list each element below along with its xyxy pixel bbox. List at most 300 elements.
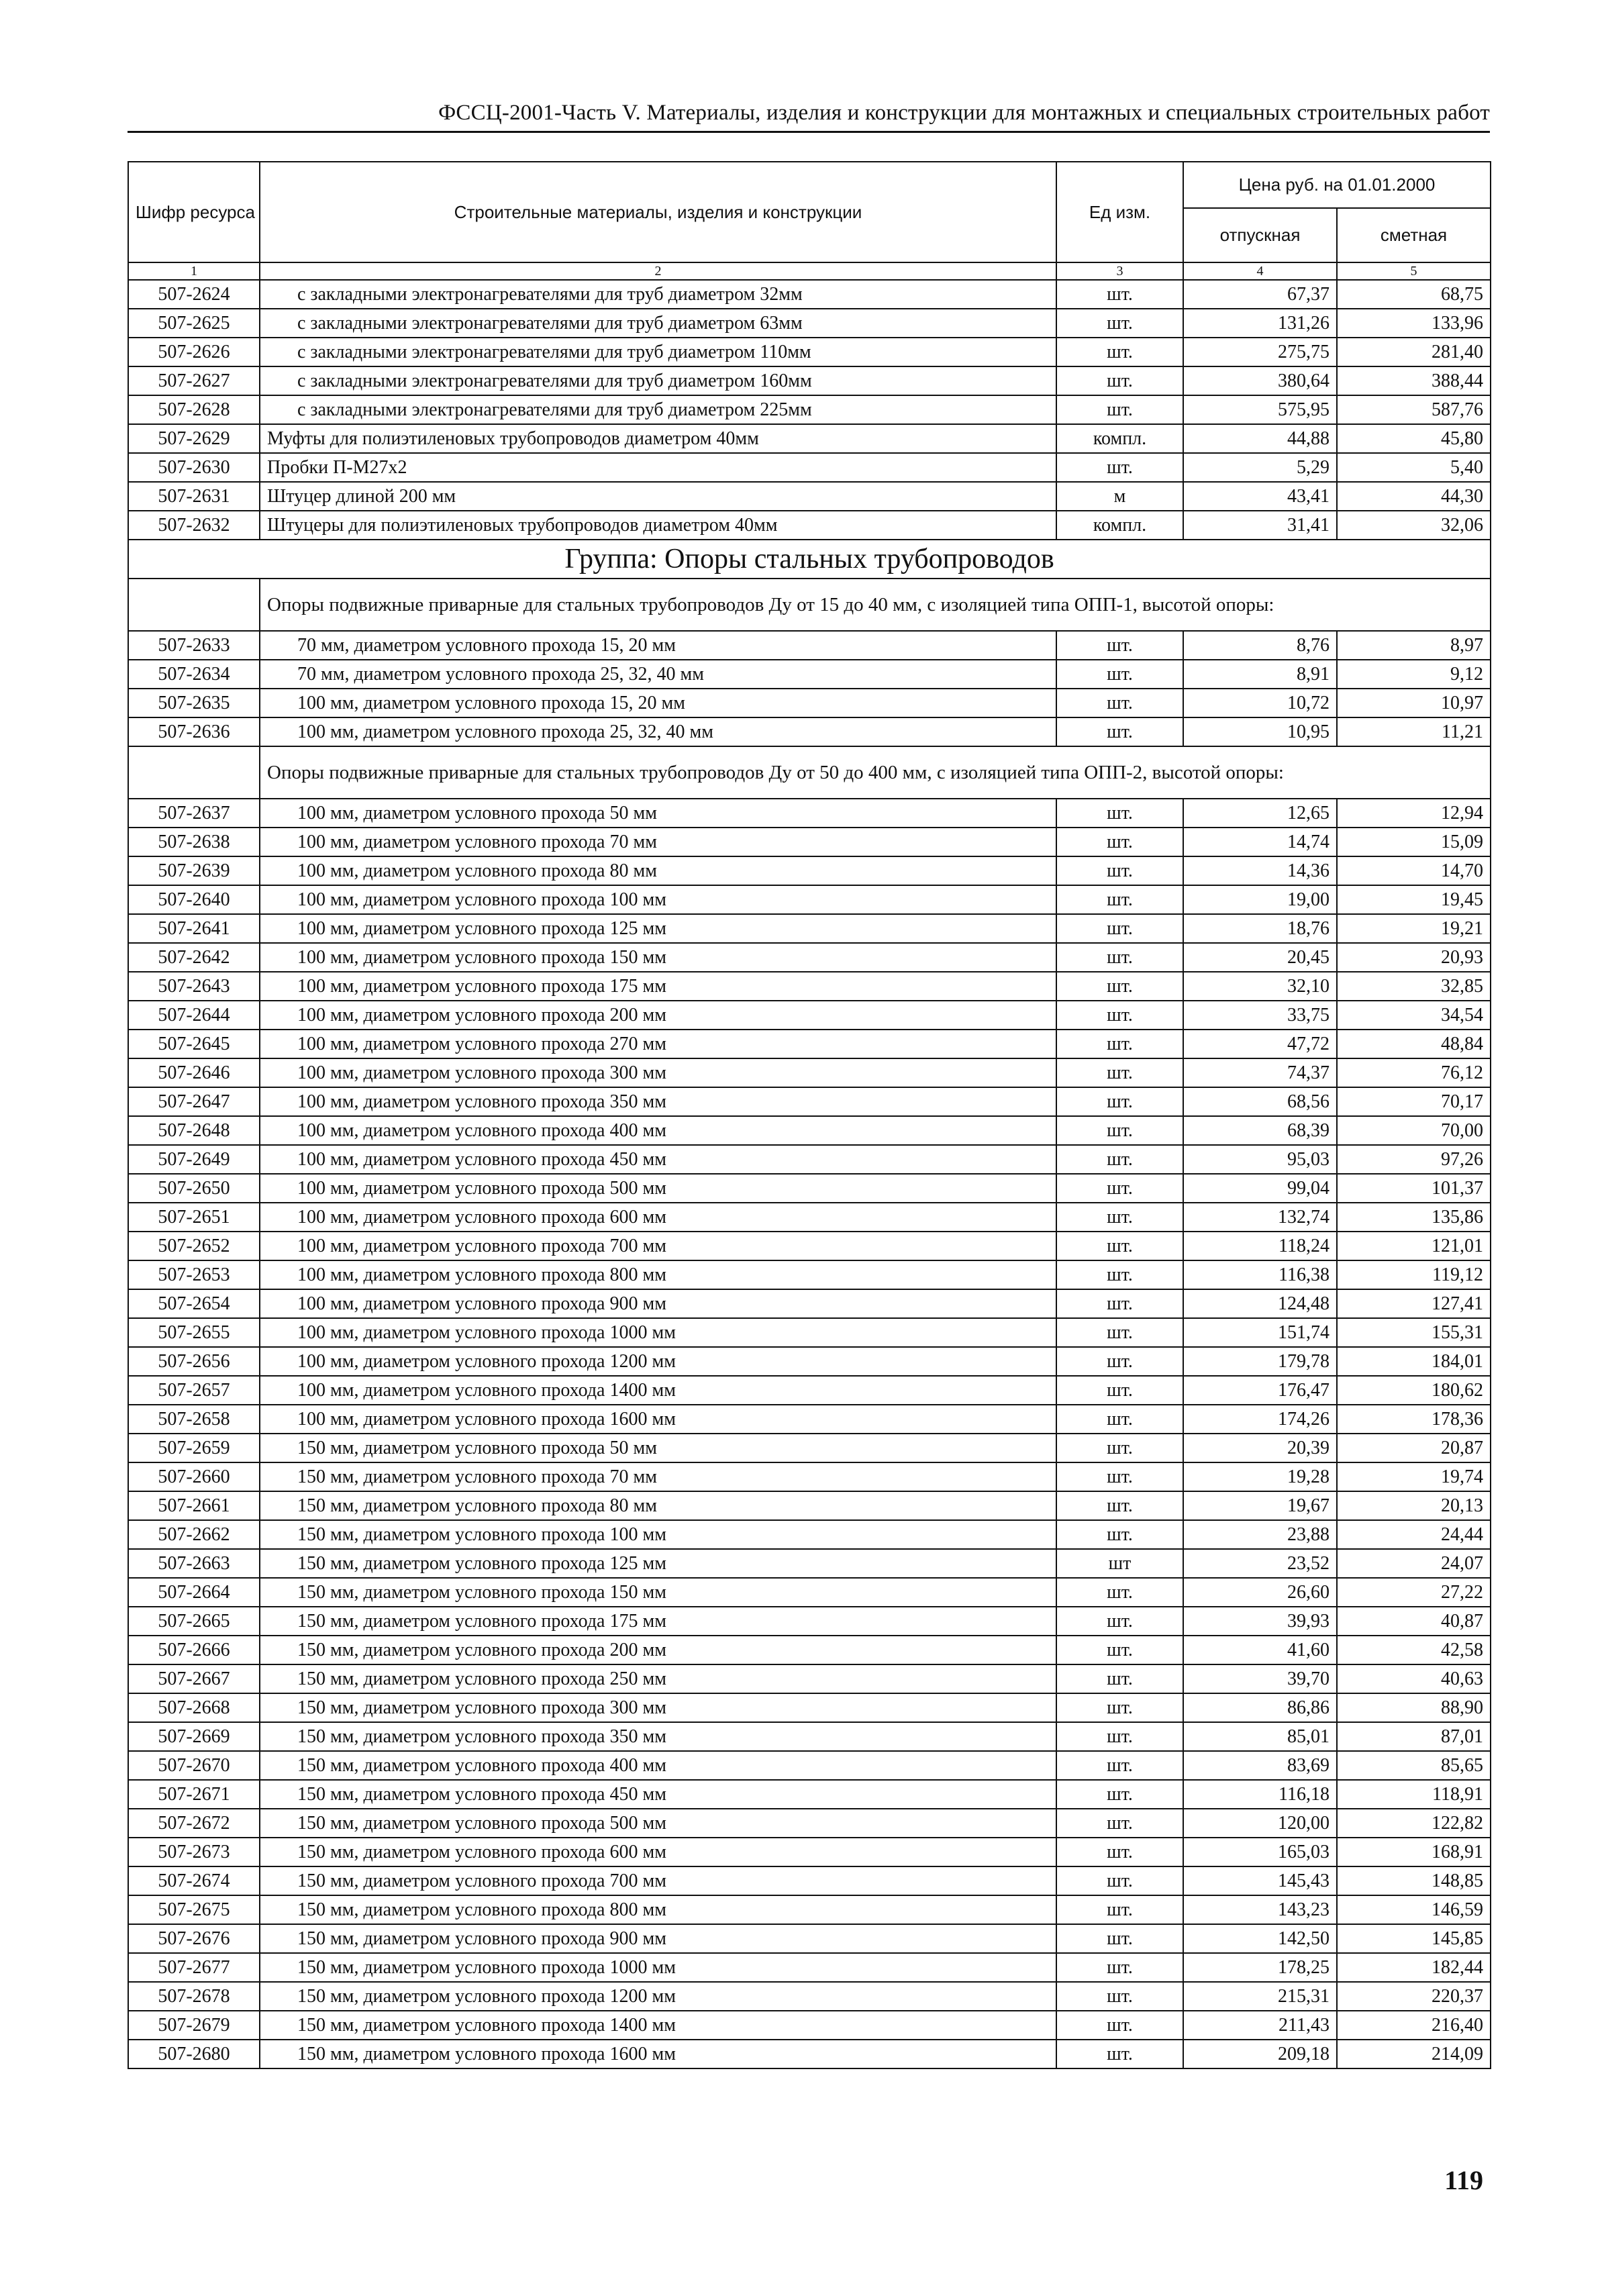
unit: шт.	[1056, 972, 1183, 1001]
release-price: 145,43	[1183, 1866, 1337, 1895]
material-name: с закладными электронагревателями для труб диаметром 63мм	[260, 309, 1056, 338]
release-price: 151,74	[1183, 1318, 1337, 1347]
table-row	[128, 1520, 1491, 1549]
material-name: 100 мм, диаметром условного прохода 150 мм	[260, 943, 1056, 972]
table-row	[128, 1780, 1491, 1809]
table-row	[128, 1809, 1491, 1838]
material-name: 150 мм, диаметром условного прохода 900 мм	[260, 1924, 1056, 1953]
resource-code: 507-2651	[128, 1203, 260, 1232]
release-price: 19,00	[1183, 885, 1337, 914]
material-name: 100 мм, диаметром условного прохода 50 мм	[260, 799, 1056, 828]
release-price: 43,41	[1183, 482, 1337, 511]
estimate-price: 20,13	[1337, 1491, 1491, 1520]
table-row	[128, 1722, 1491, 1751]
release-price: 68,39	[1183, 1116, 1337, 1145]
table-row	[128, 1751, 1491, 1780]
resource-code: 507-2669	[128, 1722, 260, 1751]
resource-code: 507-2671	[128, 1780, 260, 1809]
estimate-price: 8,97	[1337, 631, 1491, 660]
material-name: 150 мм, диаметром условного прохода 800 мм	[260, 1895, 1056, 1924]
material-name: 100 мм, диаметром условного прохода 500 мм	[260, 1174, 1056, 1203]
resource-code: 507-2630	[128, 453, 260, 482]
resource-code: 507-2636	[128, 717, 260, 746]
material-name: 100 мм, диаметром условного прохода 600 мм	[260, 1203, 1056, 1232]
resource-code: 507-2652	[128, 1232, 260, 1260]
table-row	[128, 338, 1491, 366]
estimate-price: 168,91	[1337, 1838, 1491, 1866]
unit: шт.	[1056, 1491, 1183, 1520]
estimate-price: 32,85	[1337, 972, 1491, 1001]
release-price: 178,25	[1183, 1953, 1337, 1982]
release-price: 18,76	[1183, 914, 1337, 943]
table-row	[128, 1866, 1491, 1895]
resource-code: 507-2659	[128, 1434, 260, 1462]
unit: шт.	[1056, 828, 1183, 856]
material-name: с закладными электронагревателями для труб диаметром 110мм	[260, 338, 1056, 366]
material-name: 100 мм, диаметром условного прохода 200 мм	[260, 1001, 1056, 1030]
resource-code: 507-2653	[128, 1260, 260, 1289]
unit: шт.	[1056, 309, 1183, 338]
material-name: 150 мм, диаметром условного прохода 1200 мм	[260, 1982, 1056, 2011]
unit: шт.	[1056, 1895, 1183, 1924]
estimate-price: 146,59	[1337, 1895, 1491, 1924]
estimate-price: 19,45	[1337, 885, 1491, 914]
table-row	[128, 1376, 1491, 1405]
estimate-price: 145,85	[1337, 1924, 1491, 1953]
estimate-price: 216,40	[1337, 2011, 1491, 2040]
table-row	[128, 914, 1491, 943]
subgroup-row	[128, 746, 1491, 799]
estimate-price: 182,44	[1337, 1953, 1491, 1982]
estimate-price: 12,94	[1337, 799, 1491, 828]
release-price: 19,67	[1183, 1491, 1337, 1520]
price-table	[128, 161, 1491, 2069]
unit: шт.	[1056, 1347, 1183, 1376]
subgroup-code-cell	[128, 746, 260, 799]
release-price: 116,38	[1183, 1260, 1337, 1289]
column-header-release-price: отпускная	[1183, 208, 1337, 262]
table-row	[128, 1693, 1491, 1722]
estimate-price: 281,40	[1337, 338, 1491, 366]
unit: шт.	[1056, 1982, 1183, 2011]
table-row	[128, 453, 1491, 482]
unit: шт.	[1056, 1924, 1183, 1953]
material-name: 150 мм, диаметром условного прохода 250 мм	[260, 1664, 1056, 1693]
release-price: 86,86	[1183, 1693, 1337, 1722]
release-price: 20,39	[1183, 1434, 1337, 1462]
unit: шт.	[1056, 1838, 1183, 1866]
estimate-price: 42,58	[1337, 1636, 1491, 1664]
unit: шт.	[1056, 453, 1183, 482]
release-price: 179,78	[1183, 1347, 1337, 1376]
estimate-price: 70,17	[1337, 1087, 1491, 1116]
unit: шт.	[1056, 1405, 1183, 1434]
table-row	[128, 828, 1491, 856]
estimate-price: 587,76	[1337, 395, 1491, 424]
column-header-estimate-price: сметная	[1337, 208, 1491, 262]
resource-code: 507-2629	[128, 424, 260, 453]
header-row	[128, 162, 1491, 208]
material-name: 150 мм, диаметром условного прохода 300 мм	[260, 1693, 1056, 1722]
material-name: 150 мм, диаметром условного прохода 400 мм	[260, 1751, 1056, 1780]
estimate-price: 121,01	[1337, 1232, 1491, 1260]
release-price: 575,95	[1183, 395, 1337, 424]
unit: шт.	[1056, 1866, 1183, 1895]
unit: шт.	[1056, 717, 1183, 746]
resource-code: 507-2646	[128, 1058, 260, 1087]
column-number: 1	[128, 262, 260, 280]
group-row	[128, 540, 1491, 579]
material-name: 100 мм, диаметром условного прохода 700 мм	[260, 1232, 1056, 1260]
release-price: 33,75	[1183, 1001, 1337, 1030]
resource-code: 507-2672	[128, 1809, 260, 1838]
estimate-price: 20,93	[1337, 943, 1491, 972]
column-header-price: Цена руб. на 01.01.2000	[1183, 162, 1491, 208]
unit: шт	[1056, 1549, 1183, 1578]
table-row	[128, 1924, 1491, 1953]
table-row	[128, 1116, 1491, 1145]
release-price: 31,41	[1183, 511, 1337, 540]
release-price: 26,60	[1183, 1578, 1337, 1607]
resource-code: 507-2674	[128, 1866, 260, 1895]
material-name: 150 мм, диаметром условного прохода 500 мм	[260, 1809, 1056, 1838]
material-name: 150 мм, диаметром условного прохода 450 мм	[260, 1780, 1056, 1809]
material-name: Пробки П-М27х2	[260, 453, 1056, 482]
table-row	[128, 1260, 1491, 1289]
table-row	[128, 717, 1491, 746]
resource-code: 507-2627	[128, 366, 260, 395]
resource-code: 507-2678	[128, 1982, 260, 2011]
table-row	[128, 1462, 1491, 1491]
table-row	[128, 482, 1491, 511]
resource-code: 507-2642	[128, 943, 260, 972]
table-row	[128, 1405, 1491, 1434]
material-name: 100 мм, диаметром условного прохода 15, 20 мм	[260, 689, 1056, 717]
resource-code: 507-2680	[128, 2040, 260, 2068]
material-name: 150 мм, диаметром условного прохода 350 мм	[260, 1722, 1056, 1751]
estimate-price: 40,63	[1337, 1664, 1491, 1693]
unit: компл.	[1056, 511, 1183, 540]
resource-code: 507-2631	[128, 482, 260, 511]
material-name: 150 мм, диаметром условного прохода 100 мм	[260, 1520, 1056, 1549]
material-name: 100 мм, диаметром условного прохода 400 мм	[260, 1116, 1056, 1145]
unit: шт.	[1056, 1636, 1183, 1664]
estimate-price: 97,26	[1337, 1145, 1491, 1174]
table-row	[128, 1145, 1491, 1174]
unit: шт.	[1056, 1001, 1183, 1030]
material-name: 150 мм, диаметром условного прохода 175 мм	[260, 1607, 1056, 1636]
resource-code: 507-2634	[128, 660, 260, 689]
estimate-price: 155,31	[1337, 1318, 1491, 1347]
unit: шт.	[1056, 885, 1183, 914]
unit: шт.	[1056, 1030, 1183, 1058]
release-price: 95,03	[1183, 1145, 1337, 1174]
unit: шт.	[1056, 1722, 1183, 1751]
material-name: 100 мм, диаметром условного прохода 125 мм	[260, 914, 1056, 943]
table-row	[128, 424, 1491, 453]
estimate-price: 122,82	[1337, 1809, 1491, 1838]
estimate-price: 88,90	[1337, 1693, 1491, 1722]
release-price: 39,70	[1183, 1664, 1337, 1693]
release-price: 124,48	[1183, 1289, 1337, 1318]
table-row	[128, 631, 1491, 660]
unit: шт.	[1056, 1693, 1183, 1722]
resource-code: 507-2647	[128, 1087, 260, 1116]
resource-code: 507-2635	[128, 689, 260, 717]
unit: шт.	[1056, 689, 1183, 717]
resource-code: 507-2655	[128, 1318, 260, 1347]
material-name: 100 мм, диаметром условного прохода 1000 мм	[260, 1318, 1056, 1347]
release-price: 20,45	[1183, 943, 1337, 972]
release-price: 131,26	[1183, 309, 1337, 338]
material-name: 100 мм, диаметром условного прохода 1400 мм	[260, 1376, 1056, 1405]
estimate-price: 24,07	[1337, 1549, 1491, 1578]
unit: шт.	[1056, 1232, 1183, 1260]
material-name: 100 мм, диаметром условного прохода 900 мм	[260, 1289, 1056, 1318]
unit: шт.	[1056, 1434, 1183, 1462]
estimate-price: 11,21	[1337, 717, 1491, 746]
material-name: 100 мм, диаметром условного прохода 70 мм	[260, 828, 1056, 856]
unit: шт.	[1056, 1664, 1183, 1693]
release-price: 120,00	[1183, 1809, 1337, 1838]
table-row	[128, 1607, 1491, 1636]
unit: шт.	[1056, 856, 1183, 885]
resource-code: 507-2632	[128, 511, 260, 540]
material-name: 150 мм, диаметром условного прохода 1400 мм	[260, 2011, 1056, 2040]
release-price: 176,47	[1183, 1376, 1337, 1405]
resource-code: 507-2657	[128, 1376, 260, 1405]
unit: шт.	[1056, 1087, 1183, 1116]
column-header-unit: Ед изм.	[1056, 162, 1183, 262]
table-row	[128, 1232, 1491, 1260]
material-name: 100 мм, диаметром условного прохода 175 мм	[260, 972, 1056, 1001]
release-price: 8,91	[1183, 660, 1337, 689]
table-row	[128, 885, 1491, 914]
resource-code: 507-2645	[128, 1030, 260, 1058]
page-number: 119	[1444, 2165, 1483, 2195]
release-price: 10,72	[1183, 689, 1337, 717]
release-price: 118,24	[1183, 1232, 1337, 1260]
estimate-price: 19,21	[1337, 914, 1491, 943]
resource-code: 507-2624	[128, 280, 260, 309]
table-row	[128, 511, 1491, 540]
table-row	[128, 972, 1491, 1001]
unit: шт.	[1056, 2040, 1183, 2068]
resource-code: 507-2649	[128, 1145, 260, 1174]
estimate-price: 184,01	[1337, 1347, 1491, 1376]
table-row	[128, 280, 1491, 309]
unit: м	[1056, 482, 1183, 511]
table-row	[128, 309, 1491, 338]
material-name: с закладными электронагревателями для труб диаметром 225мм	[260, 395, 1056, 424]
estimate-price: 214,09	[1337, 2040, 1491, 2068]
material-name: 150 мм, диаметром условного прохода 125 мм	[260, 1549, 1056, 1578]
unit: шт.	[1056, 943, 1183, 972]
release-price: 47,72	[1183, 1030, 1337, 1058]
resource-code: 507-2654	[128, 1289, 260, 1318]
estimate-price: 20,87	[1337, 1434, 1491, 1462]
resource-code: 507-2656	[128, 1347, 260, 1376]
unit: шт.	[1056, 1203, 1183, 1232]
unit: шт.	[1056, 1780, 1183, 1809]
material-name: 70 мм, диаметром условного прохода 25, 32, 40 мм	[260, 660, 1056, 689]
table-row	[128, 689, 1491, 717]
material-name: 150 мм, диаметром условного прохода 700 мм	[260, 1866, 1056, 1895]
release-price: 19,28	[1183, 1462, 1337, 1491]
release-price: 74,37	[1183, 1058, 1337, 1087]
table-row	[128, 799, 1491, 828]
column-number: 2	[260, 262, 1056, 280]
estimate-price: 135,86	[1337, 1203, 1491, 1232]
material-name: 150 мм, диаметром условного прохода 50 мм	[260, 1434, 1056, 1462]
resource-code: 507-2661	[128, 1491, 260, 1520]
table-row	[128, 1203, 1491, 1232]
resource-code: 507-2663	[128, 1549, 260, 1578]
material-name: 150 мм, диаметром условного прохода 150 мм	[260, 1578, 1056, 1607]
resource-code: 507-2676	[128, 1924, 260, 1953]
estimate-price: 40,87	[1337, 1607, 1491, 1636]
resource-code: 507-2660	[128, 1462, 260, 1491]
column-header-code: Шифр ресурса	[128, 162, 260, 262]
column-number: 4	[1183, 262, 1337, 280]
release-price: 116,18	[1183, 1780, 1337, 1809]
table-row	[128, 366, 1491, 395]
table-row	[128, 2011, 1491, 2040]
unit: шт.	[1056, 395, 1183, 424]
release-price: 215,31	[1183, 1982, 1337, 2011]
unit: шт.	[1056, 1376, 1183, 1405]
release-price: 83,69	[1183, 1751, 1337, 1780]
table-row	[128, 1838, 1491, 1866]
estimate-price: 45,80	[1337, 424, 1491, 453]
material-name: 100 мм, диаметром условного прохода 1600 мм	[260, 1405, 1056, 1434]
table-row	[128, 1289, 1491, 1318]
material-name: 100 мм, диаметром условного прохода 270 мм	[260, 1030, 1056, 1058]
subgroup-description: Опоры подвижные приварные для стальных трубопроводов Ду от 15 до 40 мм, с изоляцией типа ОПП-1, высотой опоры:	[260, 579, 1491, 631]
material-name: 100 мм, диаметром условного прохода 25, 32, 40 мм	[260, 717, 1056, 746]
unit: шт.	[1056, 338, 1183, 366]
estimate-price: 118,91	[1337, 1780, 1491, 1809]
subgroup-row	[128, 579, 1491, 631]
release-price: 132,74	[1183, 1203, 1337, 1232]
resource-code: 507-2666	[128, 1636, 260, 1664]
resource-code: 507-2673	[128, 1838, 260, 1866]
release-price: 14,74	[1183, 828, 1337, 856]
estimate-price: 10,97	[1337, 689, 1491, 717]
estimate-price: 14,70	[1337, 856, 1491, 885]
table-row	[128, 1664, 1491, 1693]
resource-code: 507-2667	[128, 1664, 260, 1693]
material-name: с закладными электронагревателями для труб диаметром 32мм	[260, 280, 1056, 309]
group-title: Группа: Опоры стальных трубопроводов	[128, 540, 1491, 579]
table-row	[128, 1549, 1491, 1578]
material-name: 100 мм, диаметром условного прохода 350 мм	[260, 1087, 1056, 1116]
release-price: 143,23	[1183, 1895, 1337, 1924]
table-row	[128, 1982, 1491, 2011]
estimate-price: 9,12	[1337, 660, 1491, 689]
release-price: 32,10	[1183, 972, 1337, 1001]
resource-code: 507-2626	[128, 338, 260, 366]
resource-code: 507-2675	[128, 1895, 260, 1924]
unit: шт.	[1056, 1145, 1183, 1174]
release-price: 174,26	[1183, 1405, 1337, 1434]
material-name: 150 мм, диаметром условного прохода 1600 мм	[260, 2040, 1056, 2068]
unit: шт.	[1056, 1520, 1183, 1549]
estimate-price: 388,44	[1337, 366, 1491, 395]
estimate-price: 220,37	[1337, 1982, 1491, 2011]
estimate-price: 68,75	[1337, 280, 1491, 309]
resource-code: 507-2637	[128, 799, 260, 828]
unit: шт.	[1056, 1953, 1183, 1982]
estimate-price: 87,01	[1337, 1722, 1491, 1751]
release-price: 99,04	[1183, 1174, 1337, 1203]
release-price: 44,88	[1183, 424, 1337, 453]
estimate-price: 34,54	[1337, 1001, 1491, 1030]
unit: шт.	[1056, 1116, 1183, 1145]
material-name: 70 мм, диаметром условного прохода 15, 20 мм	[260, 631, 1056, 660]
release-price: 41,60	[1183, 1636, 1337, 1664]
page-header: ФССЦ-2001-Часть V. Материалы, изделия и конструкции для монтажных и специальных строительных работ	[128, 101, 1490, 133]
estimate-price: 70,00	[1337, 1116, 1491, 1145]
resource-code: 507-2668	[128, 1693, 260, 1722]
unit: шт.	[1056, 366, 1183, 395]
release-price: 14,36	[1183, 856, 1337, 885]
material-name: 100 мм, диаметром условного прохода 1200 мм	[260, 1347, 1056, 1376]
resource-code: 507-2662	[128, 1520, 260, 1549]
table-row	[128, 1636, 1491, 1664]
unit: шт.	[1056, 1289, 1183, 1318]
subgroup-code-cell	[128, 579, 260, 631]
table-row	[128, 1058, 1491, 1087]
release-price: 209,18	[1183, 2040, 1337, 2068]
unit: шт.	[1056, 799, 1183, 828]
estimate-price: 48,84	[1337, 1030, 1491, 1058]
table-row	[128, 1347, 1491, 1376]
table-row	[128, 1174, 1491, 1203]
unit: шт.	[1056, 1751, 1183, 1780]
column-header-name: Строительные материалы, изделия и конструкции	[260, 162, 1056, 262]
resource-code: 507-2625	[128, 309, 260, 338]
material-name: Муфты для полиэтиленовых трубопроводов диаметром 40мм	[260, 424, 1056, 453]
unit: шт.	[1056, 660, 1183, 689]
material-name: 150 мм, диаметром условного прохода 200 мм	[260, 1636, 1056, 1664]
estimate-price: 178,36	[1337, 1405, 1491, 1434]
table-row	[128, 1318, 1491, 1347]
table-row	[128, 395, 1491, 424]
unit: шт.	[1056, 1462, 1183, 1491]
table-row	[128, 943, 1491, 972]
table-row	[128, 1953, 1491, 1982]
material-name: 100 мм, диаметром условного прохода 80 мм	[260, 856, 1056, 885]
material-name: с закладными электронагревателями для труб диаметром 160мм	[260, 366, 1056, 395]
resource-code: 507-2641	[128, 914, 260, 943]
release-price: 85,01	[1183, 1722, 1337, 1751]
estimate-price: 24,44	[1337, 1520, 1491, 1549]
material-name: 150 мм, диаметром условного прохода 600 мм	[260, 1838, 1056, 1866]
release-price: 8,76	[1183, 631, 1337, 660]
table-row	[128, 1895, 1491, 1924]
unit: шт.	[1056, 631, 1183, 660]
release-price: 10,95	[1183, 717, 1337, 746]
unit: компл.	[1056, 424, 1183, 453]
table-row	[128, 1434, 1491, 1462]
table-row	[128, 856, 1491, 885]
resource-code: 507-2648	[128, 1116, 260, 1145]
release-price: 275,75	[1183, 338, 1337, 366]
resource-code: 507-2639	[128, 856, 260, 885]
material-name: Штуцеры для полиэтиленовых трубопроводов диаметром 40мм	[260, 511, 1056, 540]
resource-code: 507-2670	[128, 1751, 260, 1780]
